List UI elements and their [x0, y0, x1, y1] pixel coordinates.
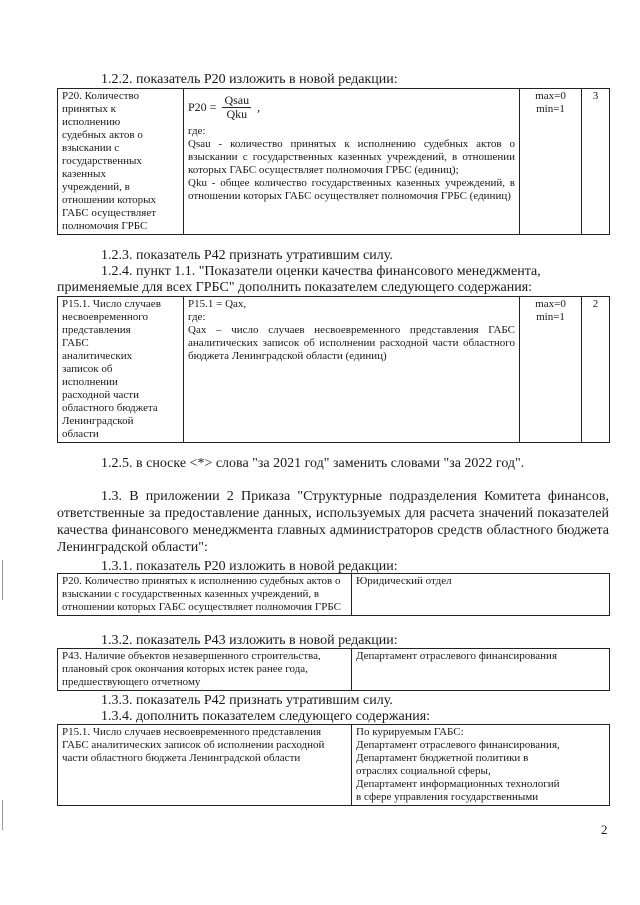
p15-score-cell: 2 — [582, 297, 610, 443]
item-1-2-4-line1: 1.2.4. пункт 1.1. "Показатели оценки качества финансового менеджмента, — [101, 264, 541, 279]
p15-range-cell: max=0 min=1 — [520, 297, 582, 443]
table2-p151-dept: По курируемым ГАБС: Департамент отраслевого финансирования, Департамент бюджетной политики в отраслях социальной сферы, Департамент информационных технологий в сфере управления государственными — [352, 725, 610, 806]
item-1-3-1: 1.3.1. показатель Р20 изложить в новой редакции: — [101, 559, 398, 574]
table-p20-indicator — [57, 88, 610, 235]
scan-edge-mark — [2, 560, 3, 600]
table2-p20-dept: Юридический отдел — [352, 574, 610, 616]
p15-formula: P15.1 = Qax, — [188, 298, 247, 310]
table2-p151-name: Р15.1. Число случаев несвоевременного представления ГАБС аналитических записок об исполнении расходной части областного бюджета Ленинградской области — [58, 725, 352, 806]
p20-def-qsau: Qsau - количество принятых к исполнению судебных актов о взыскании с государственных казенных учреждений, в отношении которых ГАБС осуществляет полномочия ГРБС (единиц); — [188, 138, 515, 176]
item-1-3-3: 1.3.3. показатель Р42 признать утратившим силу. — [101, 693, 393, 708]
item-1-3-4: 1.3.4. дополнить показателем следующего содержания: — [101, 709, 431, 724]
table2-p20-name: Р20. Количество принятых к исполнению судебных актов о взыскании с государственных казенных учреждений, в отношении которых ГАБС осуществляет полномочия ГРБС — [58, 574, 352, 616]
table2-p151 — [57, 724, 610, 806]
p20-formula-cell: P20 = $\frac{\text{Qsau}}{\text{Qku}}$ , где: Qsau - количество принятых к исполнению судебных актов о взыскании с государственных казенных учреждений, в отношении которых ГАБС осуществляет полномочия ГРБС (единиц); Qku - общее количество государственных казенных учреждений, в отношении которых ГАБС осуществляет полномочия ГРБС (единиц) — [184, 89, 520, 235]
table2-p43-name: Р43. Наличие объектов незавершенного строительства, плановый срок окончания которых истек ранее года, предшествующего отчетному — [58, 649, 352, 691]
table-p15-indicator — [57, 296, 610, 443]
table2-p20 — [57, 573, 610, 616]
p20-formula: P20 = $\frac{\text{Qsau}}{\text{Qku}}$ , — [188, 93, 261, 121]
item-1-3-2: 1.3.2. показатель Р43 изложить в новой редакции: — [101, 633, 398, 648]
item-1-2-5: 1.2.5. в сноске <*> слова "за 2021 год" заменить словами "за 2022 год". — [101, 456, 525, 471]
p20-def-qku: Qku - общее количество государственных казенных учреждений, в отношении которых ГАБС осуществляет полномочия ГРБС (единиц) — [188, 177, 515, 202]
table2-p43 — [57, 648, 610, 691]
item-1-2-2: 1.2.2. показатель Р20 изложить в новой редакции: — [101, 72, 398, 87]
p20-name-cell: Р20. Количество принятых к исполнению судебных актов о взыскании с государственных казенных учреждений, в отношении которых ГАБС осуществляет полномочия ГРБС — [58, 89, 184, 235]
p15-def-qax: Qax – число случаев несвоевременного представления ГАБС аналитических записок об исполнении расходной части областного бюджета Ленинградской области (единиц) — [188, 324, 515, 362]
p15-name-cell: Р15.1. Число случаев несвоевременного представления ГАБС аналитических записок об исполнении расходной части областного бюджета Ленинградской области — [58, 297, 184, 443]
item-1-2-3: 1.2.3. показатель Р42 признать утратившим силу. — [101, 248, 393, 263]
p20-range-cell: max=0 min=1 — [520, 89, 582, 235]
p20-score-cell: 3 — [582, 89, 610, 235]
page-number: 2 — [601, 822, 608, 837]
item-1-2-4-line2: применяемые для всех ГРБС" дополнить показателем следующего содержания: — [57, 280, 533, 295]
item-1-3: 1.3. В приложении 2 Приказа "Структурные подразделения Комитета финансов, ответственные за предоставление данных, используемых для расчета значений показателей качества финансового менеджмента главных администраторов средств областного бюджета Ленинградской области": — [57, 489, 609, 555]
p15-formula-cell: P15.1 = Qax, где: Qax – число случаев несвоевременного представления ГАБС аналитических записок об исполнении расходной части областного бюджета Ленинградской области (единиц) — [184, 297, 520, 443]
table2-p43-dept: Департамент отраслевого финансирования — [352, 649, 610, 691]
p20-fraction: $\frac{\text{Qsau}}{\text{Qku}}$ — [224, 93, 250, 121]
scan-edge-mark — [2, 800, 3, 830]
